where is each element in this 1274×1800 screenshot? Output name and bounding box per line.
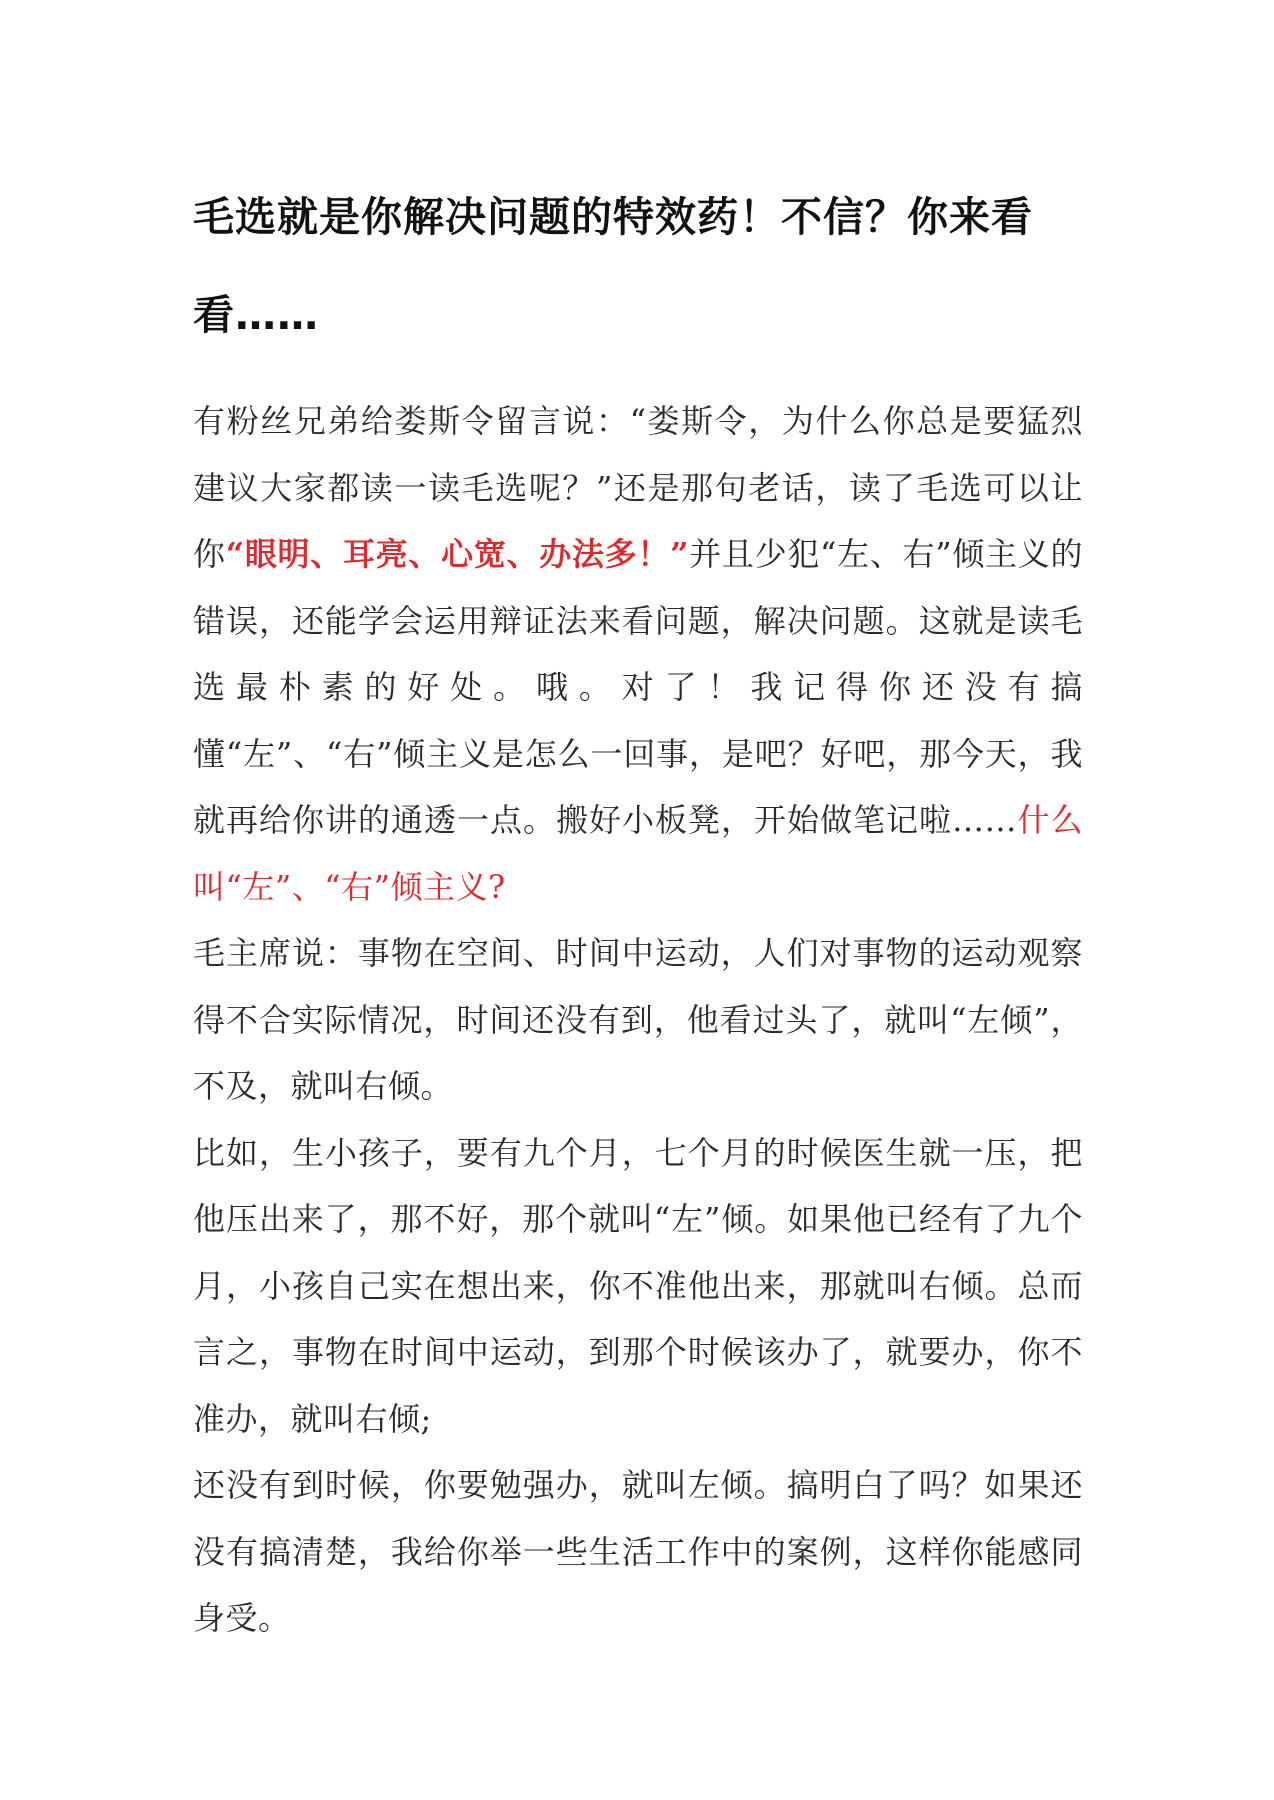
highlight-question: 什么叫“左”、“右”倾主义? [193, 801, 1083, 906]
paragraph-conclusion: 还没有到时候，你要勉强办，就叫左倾。搞明白了吗？如果还没有搞清楚，我给你举一些生活工作中的案例，这样你能感同身受。 [193, 1466, 1083, 1637]
paragraph-intro [193, 388, 1083, 920]
paragraph-definition: 毛主席说：事物在空间、时间中运动，人们对事物的运动观察得不合实际情况，时间还没有到，他看过头了，就叫“左倾”，不及，就叫右倾。 [193, 934, 1083, 1105]
paragraph-example: 比如，生小孩子，要有九个月，七个月的时候医生就一压，把他压出来了，那不好，那个就叫“左”倾。如果他已经有了九个月，小孩自己实在想出来，你不准他出来，那就叫右倾。总而言之，事物在时间中运动，到那个时候该办了，就要办，你不准办，就叫右倾; [193, 1133, 1083, 1438]
highlight-slogan: “眼明、耳亮、心宽、办法多！” [225, 535, 689, 573]
article-title: 毛选就是你解决问题的特效药！不信？你来看看…… [193, 193, 1033, 339]
article-body [193, 168, 1083, 1652]
intro-text-2: 并且少犯“左、右”倾主义的错误，还能学会运用辩证法来看问题，解决问题。这就是读毛选最朴素的好处。哦。对了！我记得你还没有搞懂“左”、“右”倾主义是怎么一回事，是吧？好吧，那今天，我就再给你讲的通透一点。搬好小板凳，开始做笔记啦…… [193, 535, 1083, 839]
intro-text-1: 有粉丝兄弟给娄斯令留言说：“娄斯令，为什么你总是要猛烈建议大家都读一读毛选呢？”还是那句老话，读了毛选可以让你 [193, 402, 1083, 573]
